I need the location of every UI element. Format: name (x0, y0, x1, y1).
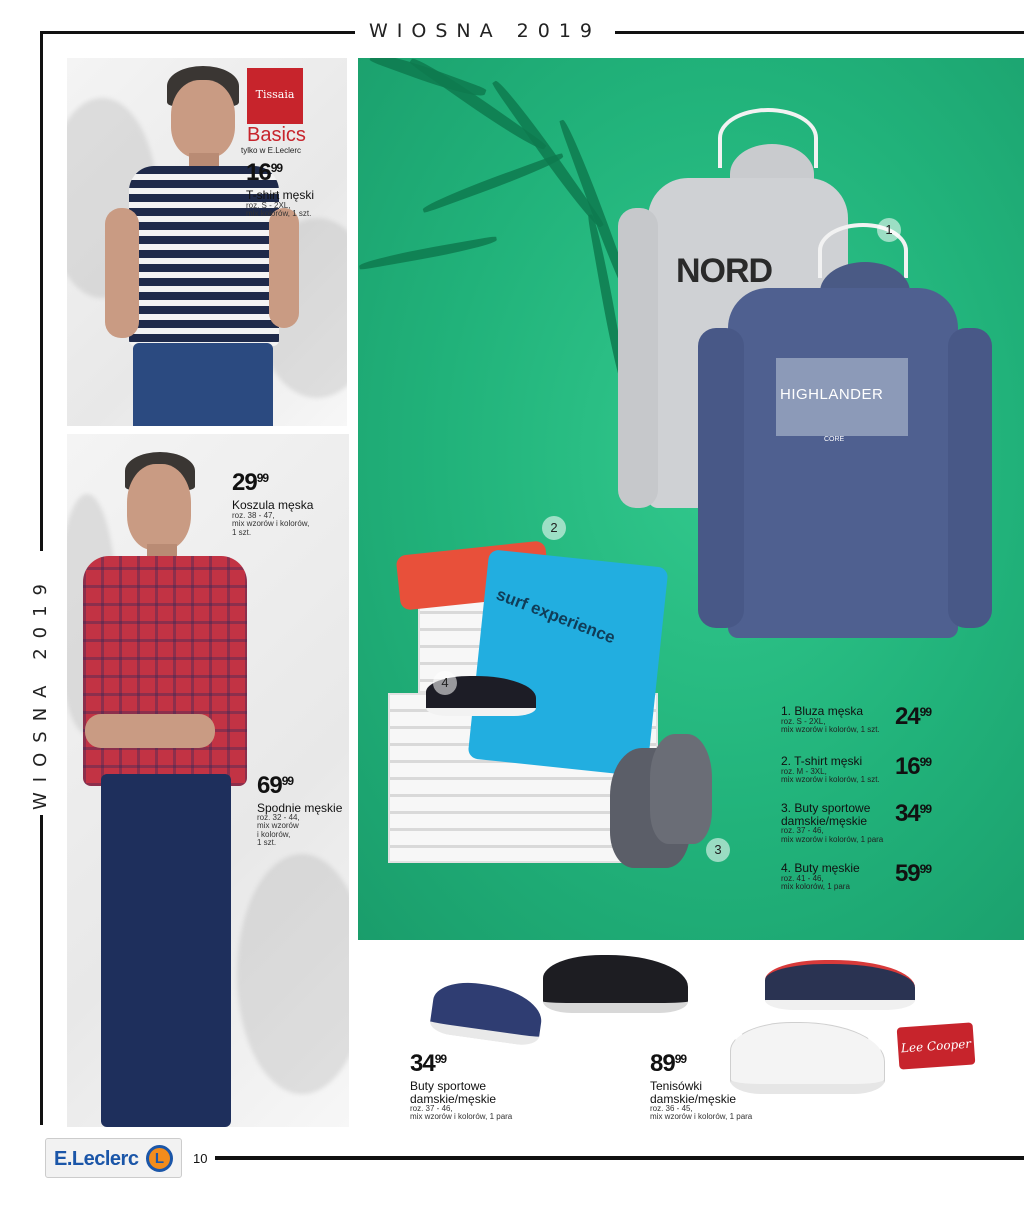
koszula-name: Koszula męska (232, 498, 314, 512)
tshirt-price-gr: 99 (270, 161, 283, 175)
basics-label: Basics (247, 124, 306, 146)
spodnie-price-zl: 69 (257, 772, 282, 799)
hoodie-grey-print: NORD (676, 252, 773, 290)
header-rule-right (615, 31, 1024, 34)
marker-4: 4 (433, 671, 457, 695)
spodnie-desc: roz. 32 - 44, mix wzorów i kolorów, 1 szt. (257, 813, 300, 848)
tshirt-photo (67, 58, 347, 426)
tee-blue-print: surf experience (493, 584, 618, 648)
spodnie-price-gr: 99 (281, 774, 294, 788)
sneaker-grey-2 (650, 734, 712, 844)
spodnie-name: Spodnie męskie (257, 801, 343, 815)
shoe-black (543, 955, 688, 1013)
hoodie-navy-print: HIGHLANDER (780, 386, 884, 403)
shoe-canvas-navy (765, 960, 915, 1010)
tissaia-logo (247, 68, 303, 124)
brand-tagline: tylko w E.Leclerc (241, 146, 302, 155)
tee-blue (468, 549, 669, 777)
leclerc-logo-mark: L (146, 1145, 173, 1172)
list-item-3-price: $34^{99}$ (894, 800, 931, 827)
leclerc-logo-text: E.Leclerc (54, 1148, 139, 1170)
lee-cooper-logo: Lee Cooper (897, 1022, 976, 1069)
shoes-sport-desc: roz. 37 - 46, mix wzorów i kolorów, 1 para (410, 1104, 513, 1122)
shoes-sport-price: $34^{99}$ (410, 1050, 447, 1077)
shirt-photo (67, 434, 349, 1127)
tenisowki-price: $89^{99}$ (650, 1050, 687, 1077)
spodnie-price (257, 774, 293, 798)
tshirt-name: T-shirt męski (246, 188, 315, 202)
shoe-canvas-white (730, 1022, 885, 1094)
tenisowki-name: Tenisówki damskie/męskie (650, 1079, 737, 1106)
list-item-4-price: $59^{99}$ (894, 860, 931, 887)
frame-left-top (40, 31, 43, 551)
header-rule-left (40, 31, 355, 34)
tissaia-logo-text: Tissaia (255, 88, 295, 101)
marker-2: 2 (542, 516, 566, 540)
hoodie-navy-sub: CORE (824, 436, 845, 443)
frame-left-bottom (40, 815, 43, 1125)
koszula-price-gr: 99 (256, 471, 269, 485)
footer-rule (215, 1156, 1024, 1160)
side-label: WIOSNA 2019 (30, 573, 51, 810)
list-item-2-price: $16^{99}$ (894, 753, 931, 780)
koszula-price (232, 471, 268, 495)
marker-3: 3 (706, 838, 730, 862)
tenisowki-desc: roz. 36 - 45, mix wzorów i kolorów, 1 para (650, 1104, 753, 1122)
hoodie-navy (728, 288, 958, 638)
leclerc-logo (45, 1138, 182, 1178)
shoes-sport-name: Buty sportowe damskie/męskie (410, 1079, 497, 1106)
page-title: WIOSNA 2019 (368, 20, 601, 42)
list-item-1-price: $24^{99}$ (894, 703, 931, 730)
tshirt-price-zl: 16 (246, 159, 271, 186)
list-item-3: 3. Buty sportowe damskie/męskie roz. 37 - 46, mix wzorów i kolorów, 1 para $34^{99}$ (781, 800, 931, 844)
page-number: 10 (193, 1151, 208, 1166)
marker-1: 1 (877, 218, 901, 242)
tshirt-price (246, 161, 282, 185)
list-item-1: 1. Bluza męska roz. S - 2XL, mix wzorów i kolorów, 1 szt. $24^{99}$ (781, 703, 931, 734)
list-item-4: 4. Buty męskie roz. 41 - 46, mix kolorów, 1 para $59^{99}$ (781, 860, 931, 891)
koszula-desc: roz. 38 - 47, mix wzorów i kolorów, 1 szt. (232, 511, 310, 537)
shoe-navy (429, 978, 546, 1048)
list-item-2: 2. T-shirt męski roz. M - 3XL, mix wzorów i kolorów, 1 szt. $16^{99}$ (781, 753, 931, 784)
tshirt-desc: roz. S - 2XL, mix kolorów, 1 szt. (246, 201, 312, 219)
koszula-price-zl: 29 (232, 469, 257, 496)
